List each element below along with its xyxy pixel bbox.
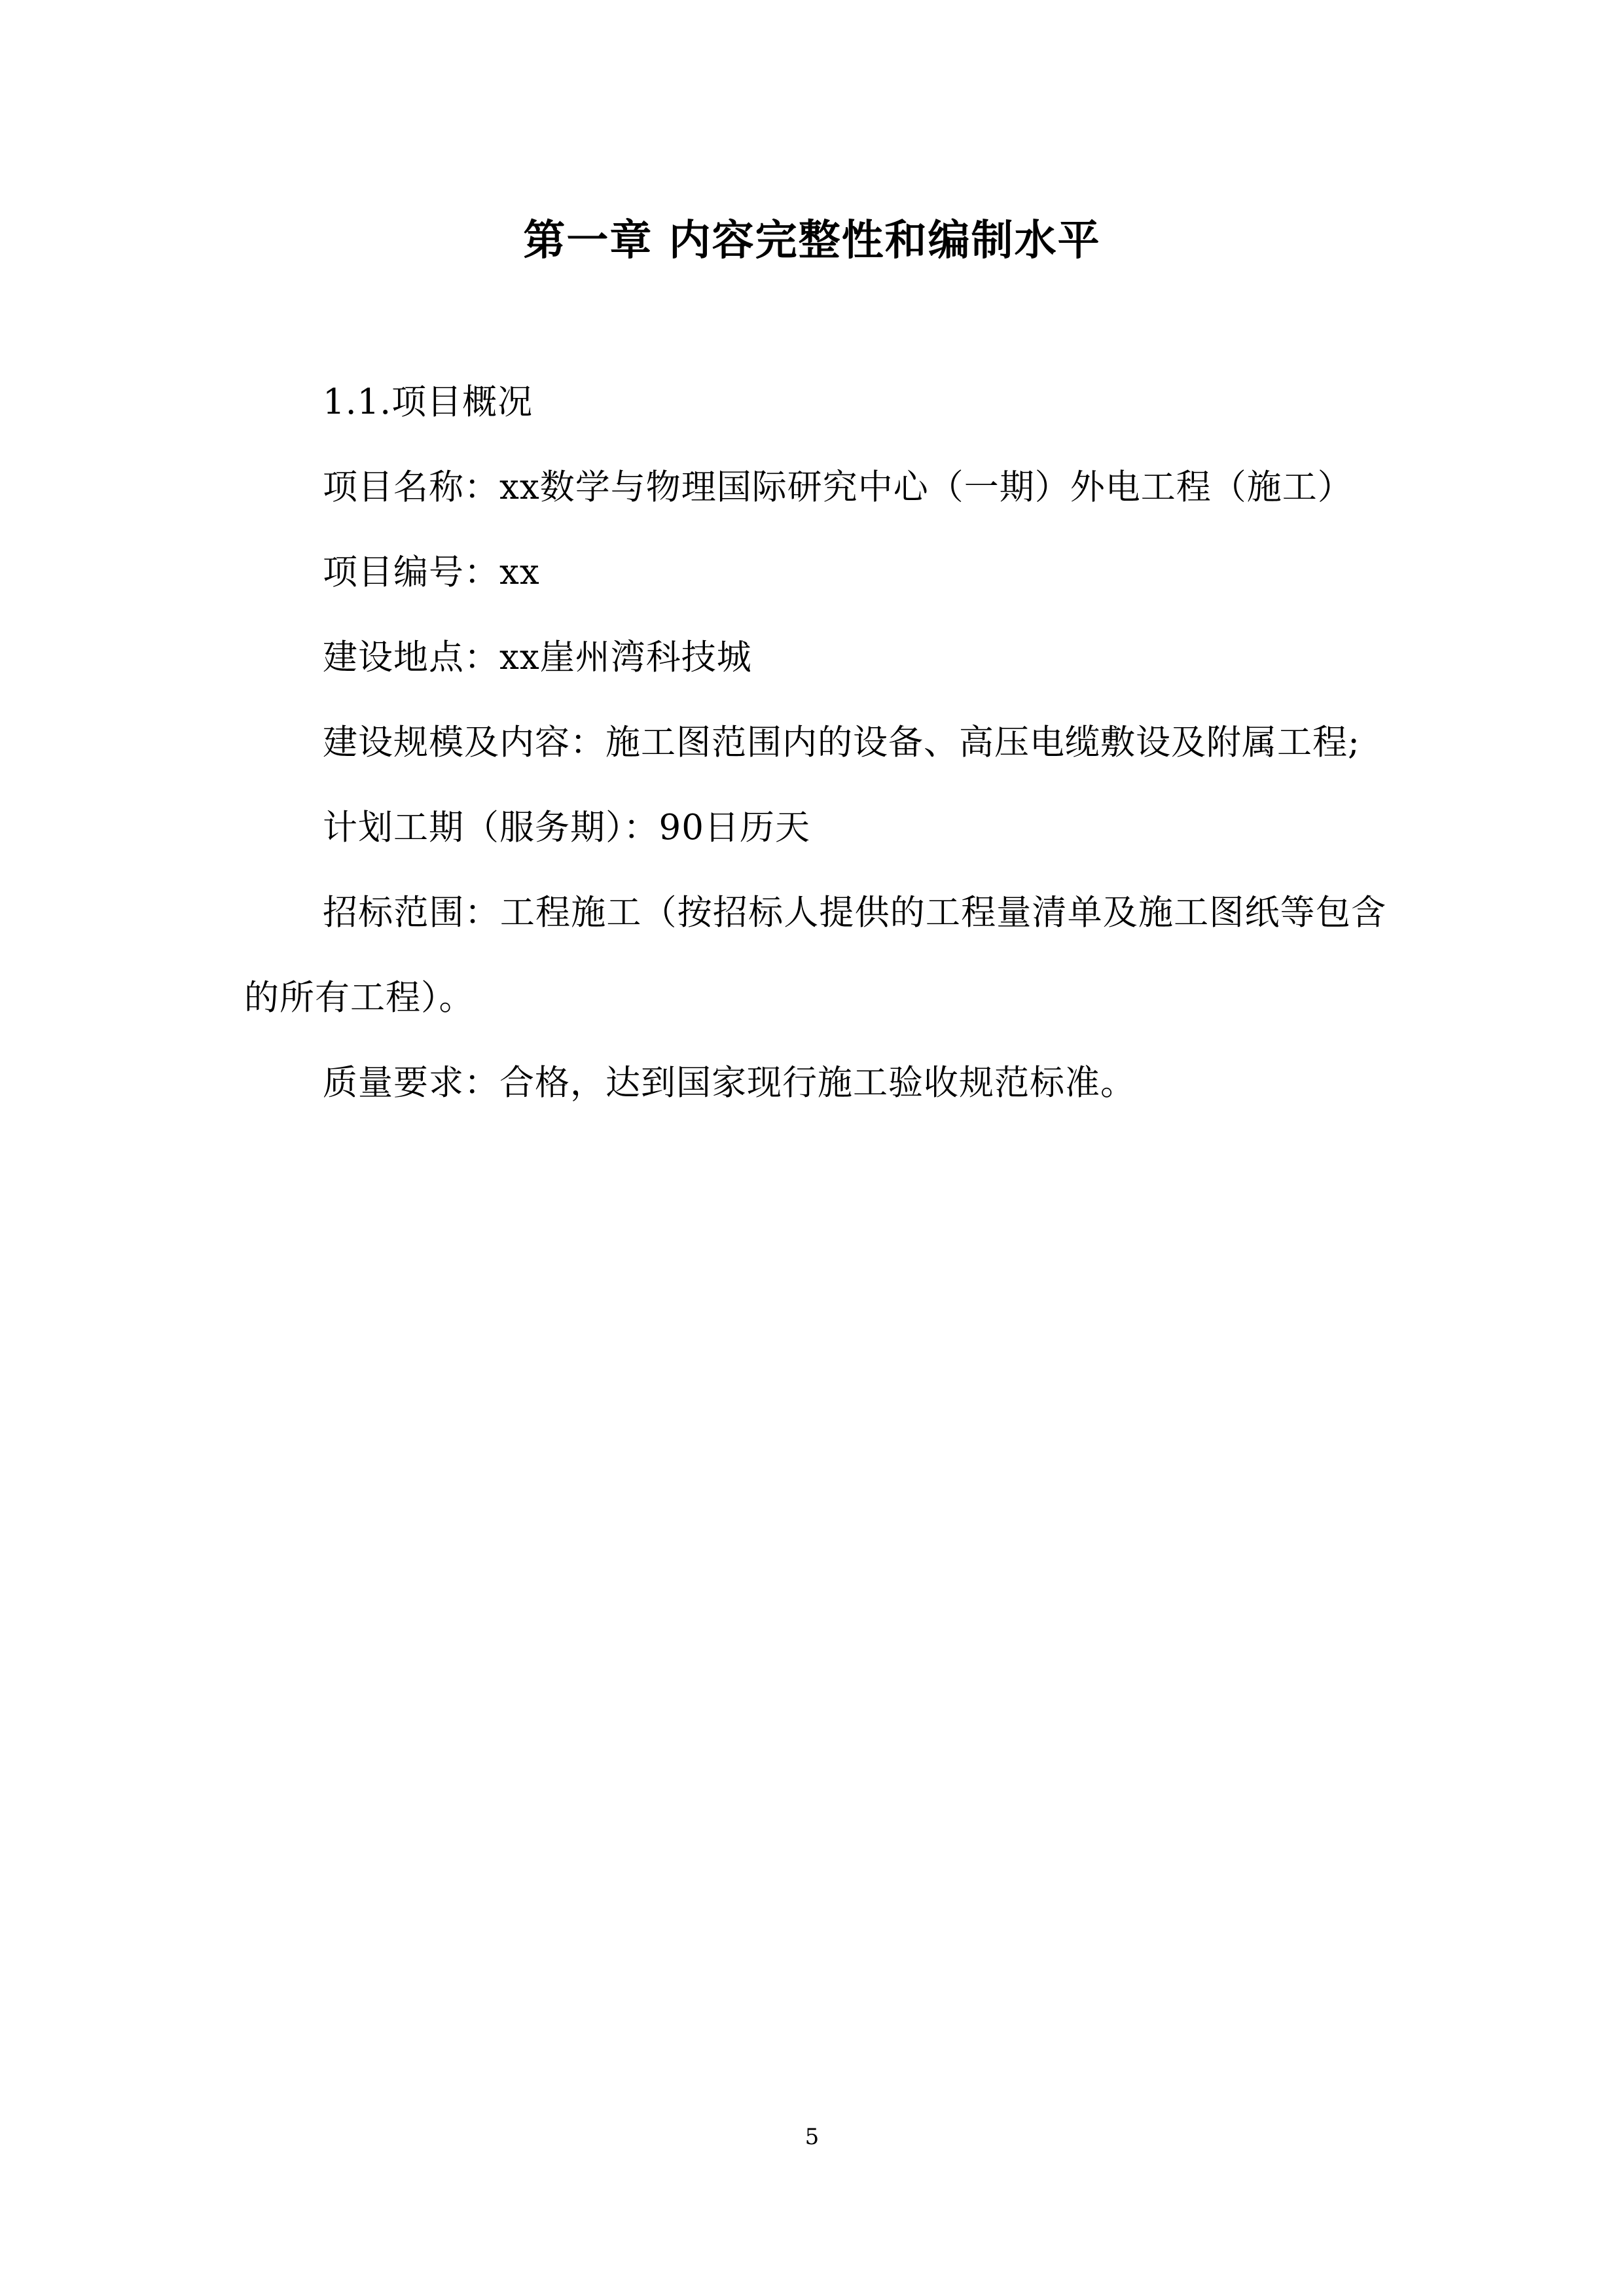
- section-heading-project-overview: 1.1.项目概况: [323, 382, 533, 422]
- page-number: 5: [804, 2124, 820, 2150]
- planned-duration-paragraph: 计划工期（服务期）：90日历天: [323, 808, 810, 848]
- project-number-paragraph: 项目编号：xx: [323, 552, 540, 592]
- document-body: [244, 360, 1386, 1126]
- chapter-title: 第一章 内容完整性和编制水平: [523, 217, 1101, 265]
- quality-requirement-paragraph: 质量要求：合格，达到国家现行施工验收规范标准。: [323, 1063, 1136, 1103]
- project-name-paragraph: 项目名称：xx数学与物理国际研究中心（一期）外电工程（施工）: [323, 467, 1353, 507]
- bidding-scope-paragraph: 招标范围：工程施工（按招标人提供的工程量清单及施工图纸等包含的所有工程）。: [244, 893, 1386, 1018]
- construction-site-paragraph: 建设地点：xx崖州湾科技城: [323, 637, 752, 677]
- construction-scope-paragraph: 建设规模及内容：施工图范围内的设备、高压电缆敷设及附属工程;: [323, 723, 1360, 762]
